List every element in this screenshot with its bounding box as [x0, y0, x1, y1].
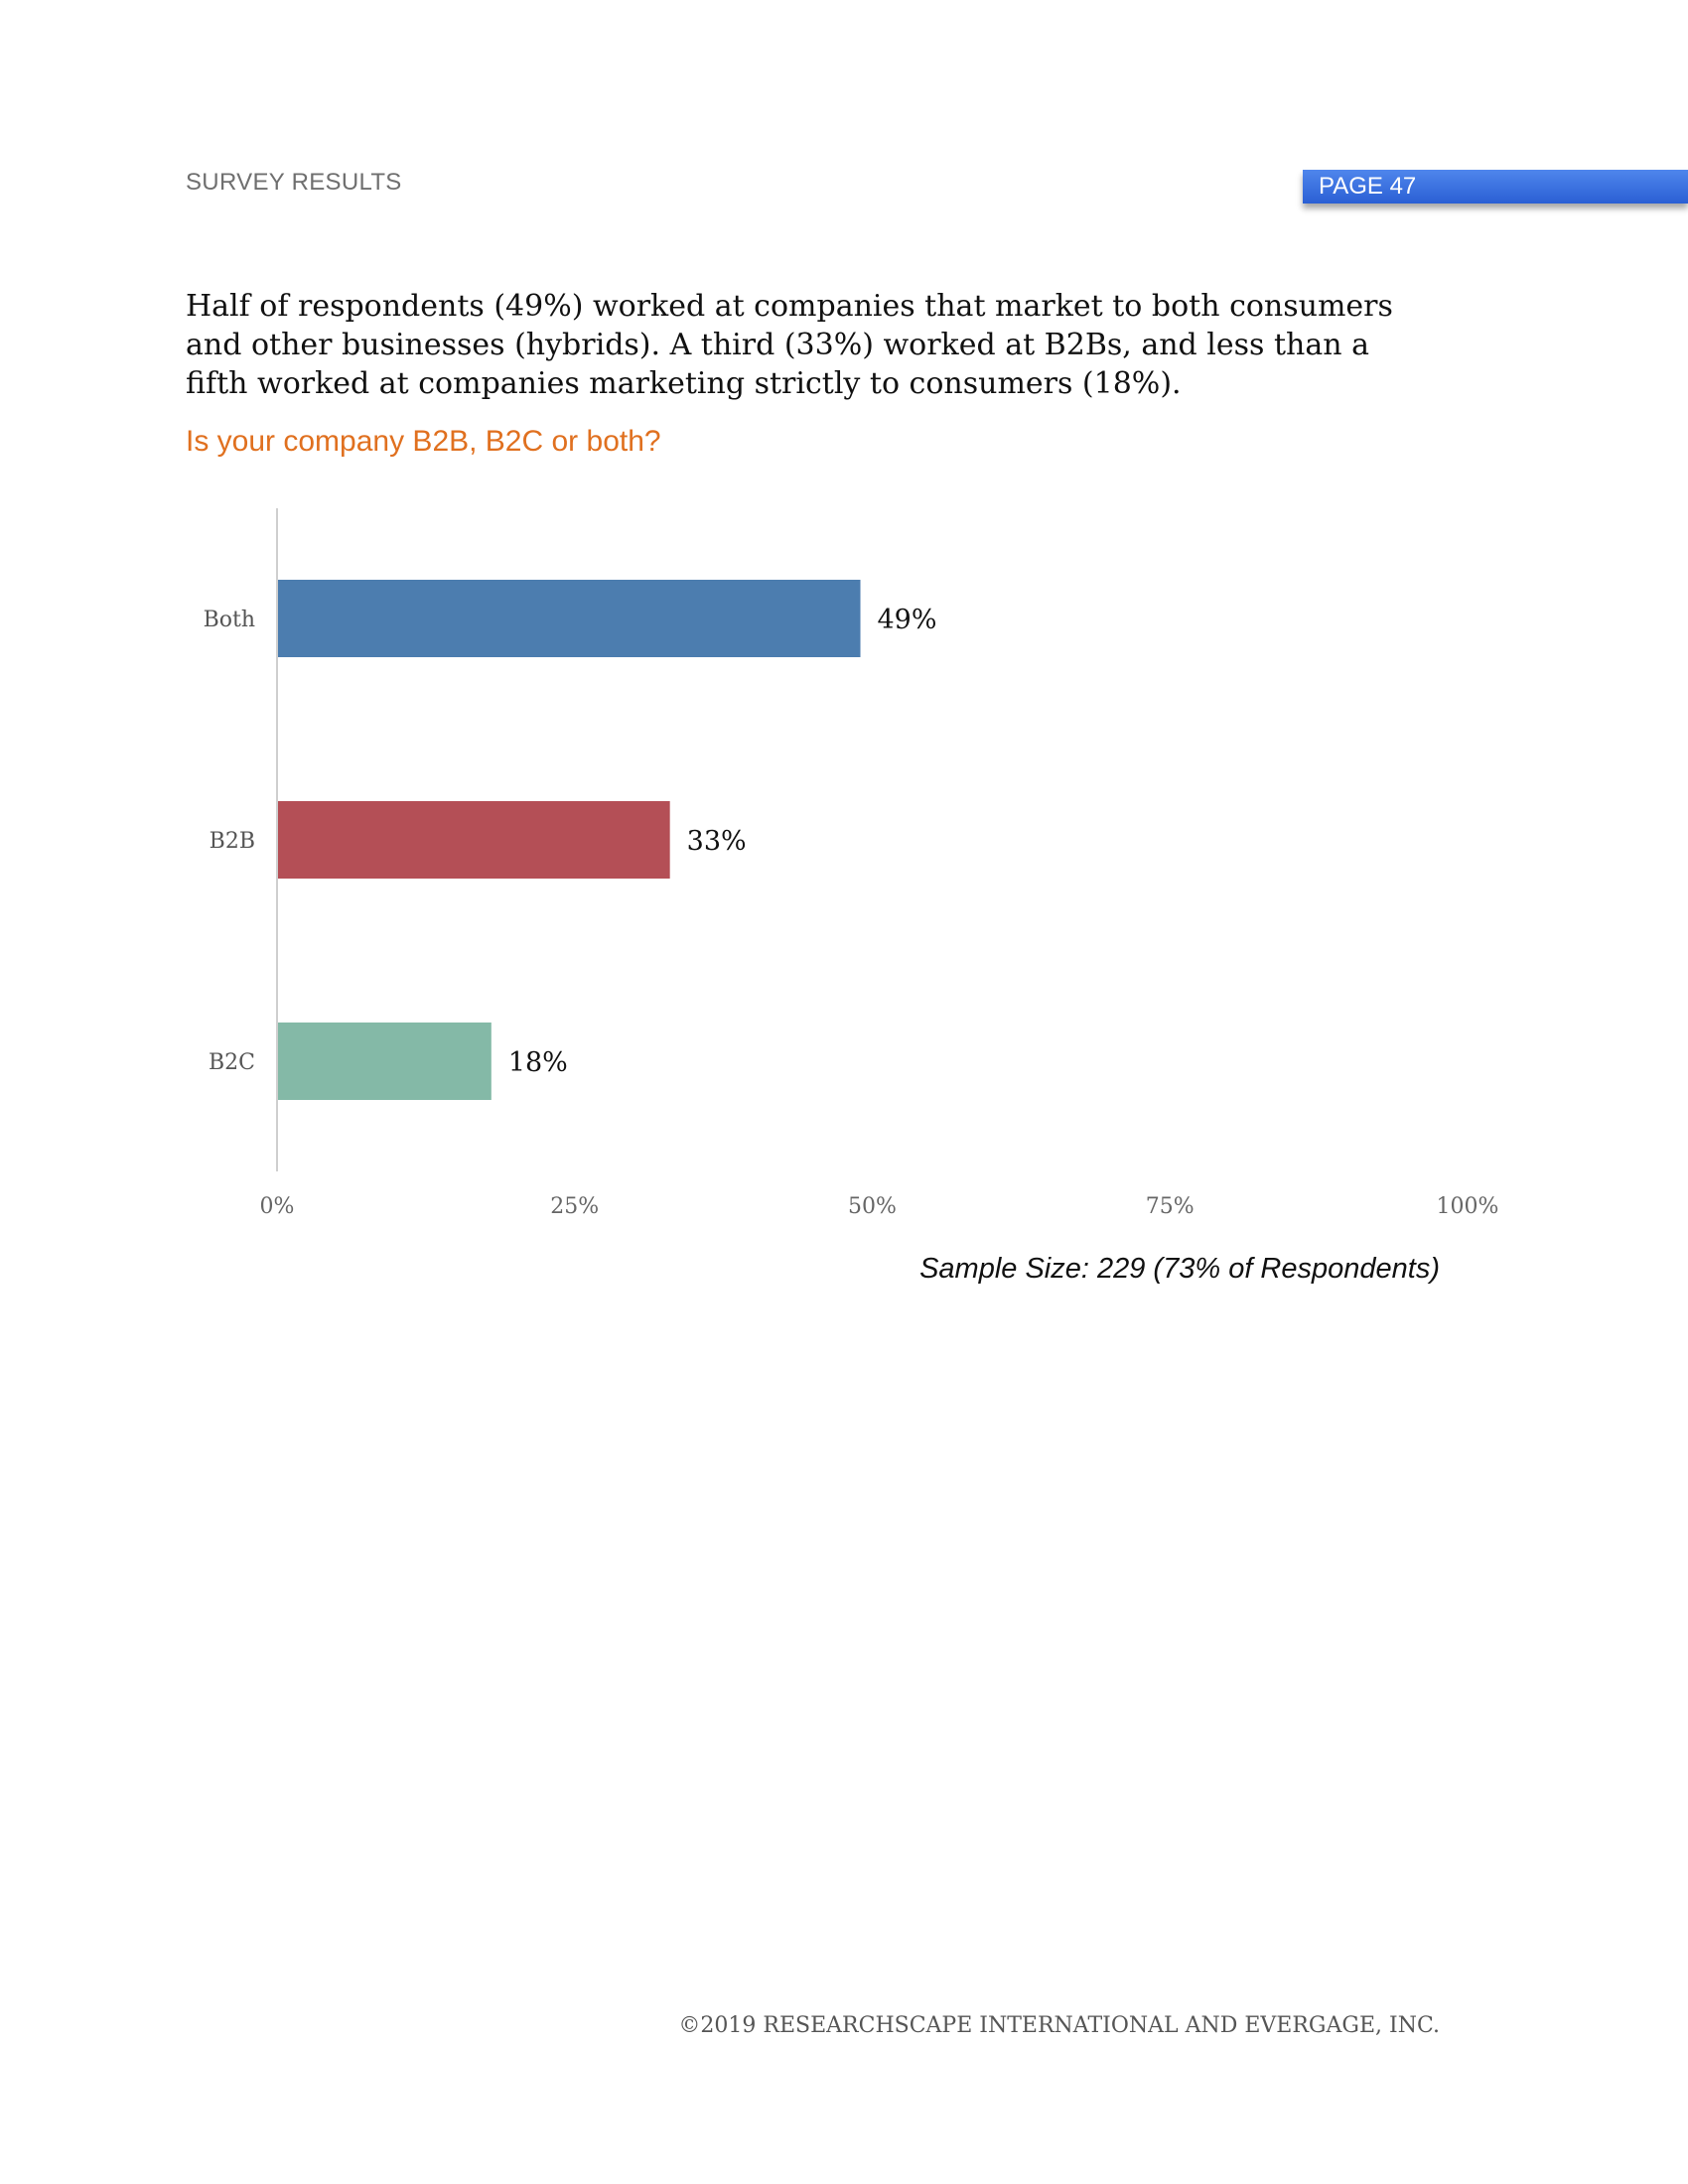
x-tick-label: 50% — [848, 1194, 897, 1219]
value-label-b2c: 18% — [507, 1047, 568, 1078]
value-label-b2b: 33% — [686, 826, 747, 857]
value-label-both: 49% — [877, 605, 937, 635]
x-tick-label: 75% — [1145, 1194, 1195, 1219]
category-label-b2c: B2C — [209, 1050, 255, 1075]
category-label-b2b: B2B — [209, 829, 255, 854]
category-label-both: Both — [203, 608, 255, 632]
bar-b2b — [278, 801, 670, 879]
section-label: SURVEY RESULTS — [186, 169, 402, 196]
bar-b2c — [278, 1023, 492, 1100]
intro-paragraph: Half of respondents (49%) worked at companies that market to both consumers and other businesses (hybrids). A third (33%) worked at B2Bs, and less than a fifth worked at companies marketing strictly to consumers (18%). — [186, 289, 1393, 401]
x-tick-label: 0% — [259, 1194, 295, 1219]
page-number-tab: PAGE 47 — [1303, 170, 1688, 204]
x-tick-label: 100% — [1436, 1194, 1499, 1219]
survey-question: Is your company B2B, B2C or both? — [186, 425, 661, 458]
sample-size-note: Sample Size: 229 (73% of Respondents) — [919, 1253, 1440, 1285]
bar-both — [278, 580, 861, 657]
copyright-footer: ©2019 RESEARCHSCAPE INTERNATIONAL AND EVERGAGE, INC. — [678, 2013, 1440, 2038]
x-tick-label: 25% — [550, 1194, 600, 1219]
